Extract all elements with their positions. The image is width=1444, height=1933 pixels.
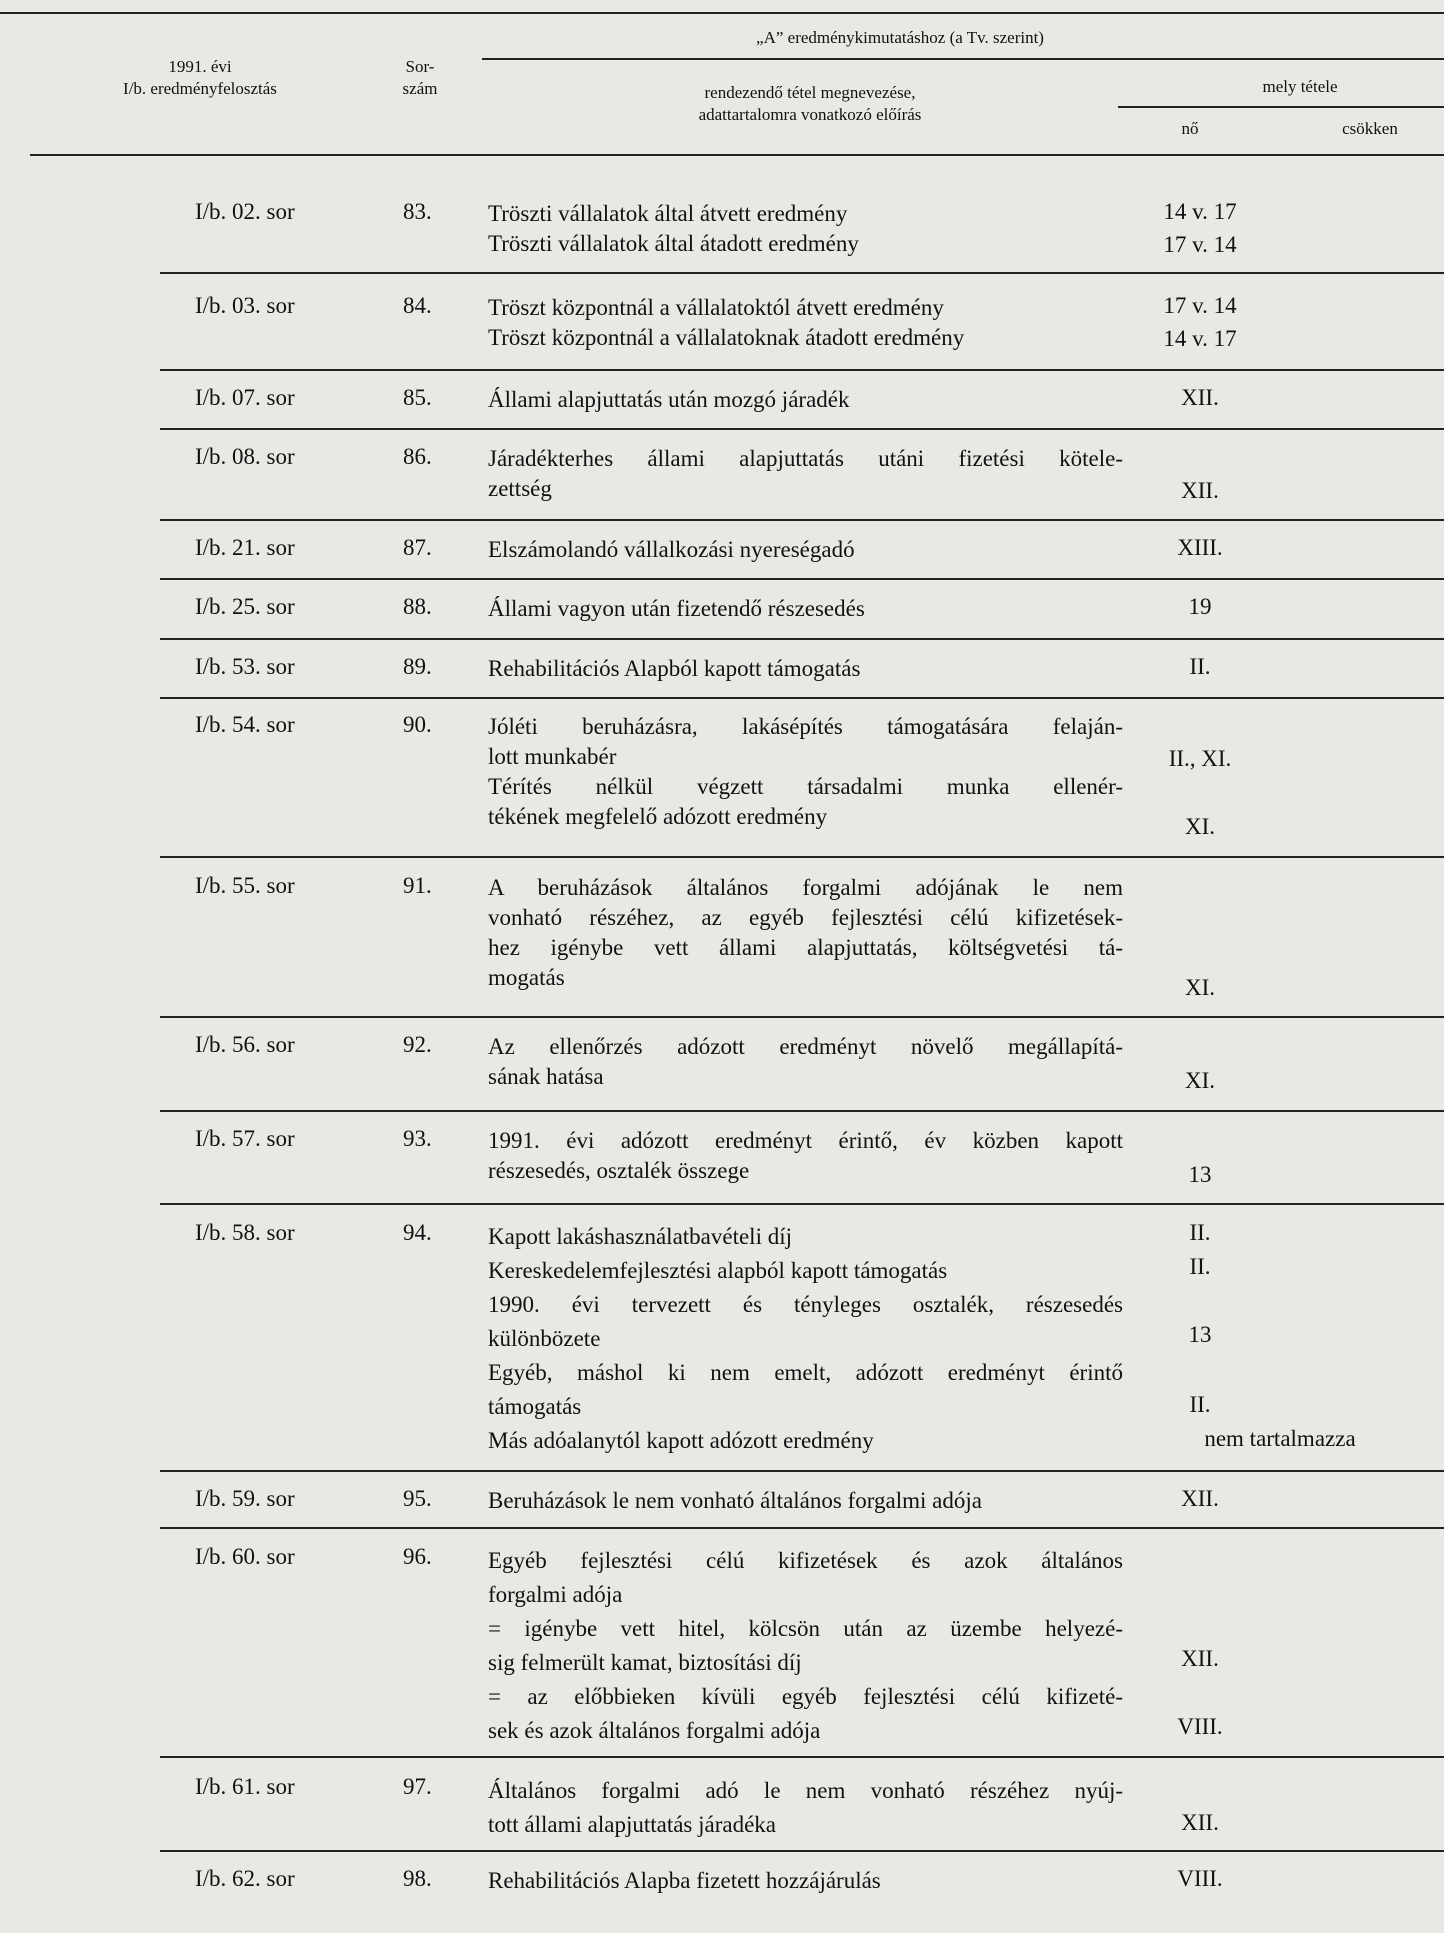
- row-94-line: Kapott lakáshasználatbavételi díj: [488, 1224, 792, 1249]
- row-98-text: [488, 1866, 1123, 1896]
- row-84-line: Tröszt központnál a vállalatoknak átadott eredmény: [488, 325, 965, 350]
- row-88-num: 88.: [403, 594, 432, 619]
- row-83-line: Tröszti vállalatok által átvett eredmény: [488, 201, 848, 226]
- row-89-value: II.: [1189, 654, 1211, 679]
- row-88-ref: I/b. 25. sor: [195, 594, 295, 619]
- row-86-line: Járadékterhes állami alapjuttatás utáni fizetési kötele-: [488, 446, 1123, 471]
- row-84-num: 84.: [403, 293, 432, 318]
- header-col1-line2: I/b. eredményfelosztás: [123, 79, 277, 98]
- top-rule: [0, 12, 1444, 14]
- header-col2-line1: Sor-: [405, 57, 435, 76]
- row-97-num: 97.: [403, 1774, 432, 1799]
- row-90-num: 90.: [403, 712, 432, 737]
- row-91-line: A beruházások általános forgalmi adójának le nem: [488, 875, 1123, 900]
- row-96-line: Egyéb fejlesztési célú kifizetések és azok általános: [488, 1548, 1123, 1573]
- row-89-line: Rehabilitációs Alapból kapott támogatás: [488, 656, 861, 681]
- row-90-value: II., XI.: [1168, 746, 1232, 771]
- row-96-value: XII.: [1181, 1646, 1219, 1671]
- row-98-value: VIII.: [1177, 1866, 1223, 1891]
- row-95-num: 95.: [403, 1486, 432, 1511]
- row-83-line: Tröszti vállalatok által átadott eredmény: [488, 231, 859, 256]
- row-91-value: XI.: [1184, 975, 1216, 1000]
- row-85-ref: I/b. 07. sor: [195, 385, 295, 410]
- row-93-text: [488, 1126, 1123, 1186]
- row-90-line: Térítés nélkül végzett társadalmi munka ellenér-: [488, 774, 1123, 799]
- row-90-line: Jóléti beruházásra, lakásépítés támogatására felaján-: [488, 714, 1123, 739]
- row-96-line: sek és azok általános forgalmi adója: [488, 1718, 821, 1743]
- row-88-value: 19: [1188, 594, 1212, 619]
- header-col1: [70, 56, 330, 100]
- row-84-line: Tröszt központnál a vállalatoktól átvett eredmény: [488, 295, 944, 320]
- row-89-num: 89.: [403, 654, 432, 679]
- row-94-value: 13: [1188, 1322, 1212, 1347]
- row-divider: [160, 428, 1444, 430]
- row-83-value: 17 v. 14: [1163, 232, 1237, 257]
- row-divider: [160, 856, 1444, 858]
- row-94-line: Egyéb, máshol ki nem emelt, adózott eredményt érintő: [488, 1360, 1123, 1385]
- row-95-value: XII.: [1181, 1486, 1219, 1511]
- row-93-line: részesedés, osztalék összege: [488, 1158, 750, 1183]
- row-86-line: zettség: [488, 476, 552, 501]
- row-83-ref: I/b. 02. sor: [195, 199, 295, 224]
- row-90-value: XI.: [1184, 814, 1216, 839]
- row-97-line: tott állami alapjuttatás járadéka: [488, 1812, 777, 1837]
- row-92-ref: I/b. 56. sor: [195, 1032, 295, 1057]
- header-col4-sub2: csökken: [1342, 119, 1398, 138]
- row-94-line: Kereskedelemfejlesztési alapból kapott támogatás: [488, 1258, 948, 1283]
- row-86-text: [488, 444, 1123, 504]
- row-93-num: 93.: [403, 1126, 432, 1151]
- row-87-ref: I/b. 21. sor: [195, 535, 295, 560]
- header-bottom-rule: [30, 154, 1444, 156]
- row-92-num: 92.: [403, 1032, 432, 1057]
- row-94-num: 94.: [403, 1220, 432, 1245]
- row-91-ref: I/b. 55. sor: [195, 873, 295, 898]
- row-divider: [160, 1016, 1444, 1018]
- header-col3: [560, 82, 1060, 126]
- row-divider: [160, 1203, 1444, 1205]
- row-87-line: Elszámolandó vállalkozási nyereségadó: [488, 537, 855, 562]
- row-88-text: [488, 594, 1123, 624]
- row-85-line: Állami alapjuttatás után mozgó járadék: [488, 387, 850, 412]
- row-84-value: 14 v. 17: [1163, 326, 1237, 351]
- row-84-value: 17 v. 14: [1163, 293, 1237, 318]
- header-col4-title: mely tétele: [1262, 77, 1338, 96]
- header-group-title: „A” eredménykimutatáshoz (a Tv. szerint): [756, 28, 1044, 47]
- row-divider: [160, 638, 1444, 640]
- row-92-line: Az ellenőrzés adózott eredményt növelő megállapítá-: [488, 1034, 1123, 1059]
- row-94-line: Más adóalanytól kapott adózott eredmény: [488, 1428, 874, 1453]
- row-90-line: lott munkabér: [488, 744, 617, 769]
- row-96-line: = az előbbieken kívüli egyéb fejlesztési célú kifizeté-: [488, 1684, 1123, 1709]
- row-96-line: = igénybe vett hitel, kölcsön után az üzembe helyezé-: [488, 1616, 1123, 1641]
- header-col2: [370, 56, 470, 100]
- row-92-text: [488, 1032, 1123, 1092]
- row-divider: [160, 1527, 1444, 1529]
- row-92-line: sának hatása: [488, 1064, 604, 1089]
- row-93-ref: I/b. 57. sor: [195, 1126, 295, 1151]
- row-91-line: vonható részéhez, az egyéb fejlesztési célú kifizetések-: [488, 905, 1123, 930]
- row-93-line: 1991. évi adózott eredményt érintő, év közben kapott: [488, 1128, 1123, 1153]
- row-89-text: [488, 654, 1123, 684]
- row-96-line: forgalmi adója: [488, 1582, 623, 1607]
- row-90-text: [488, 712, 1123, 832]
- row-98-line: Rehabilitációs Alapba fizetett hozzájárulás: [488, 1868, 881, 1893]
- row-89-ref: I/b. 53. sor: [195, 654, 295, 679]
- row-93-value: 13: [1188, 1162, 1212, 1187]
- row-86-num: 86.: [403, 444, 432, 469]
- row-95-text: [488, 1486, 1123, 1516]
- row-96-value: VIII.: [1177, 1714, 1223, 1739]
- row-95-ref: I/b. 59. sor: [195, 1486, 295, 1511]
- row-94-value: II.: [1189, 1220, 1211, 1245]
- header-col2-line2: szám: [402, 79, 438, 98]
- row-97-line: Általános forgalmi adó le nem vonható részéhez nyúj-: [488, 1778, 1123, 1803]
- row-90-ref: I/b. 54. sor: [195, 712, 295, 737]
- row-87-value: XIII.: [1177, 535, 1223, 560]
- row-96-num: 96.: [403, 1544, 432, 1569]
- row-divider: [160, 369, 1444, 371]
- row-91-line: hez igénybe vett állami alapjuttatás, költségvetési tá-: [488, 935, 1123, 960]
- row-87-num: 87.: [403, 535, 432, 560]
- row-divider: [160, 1756, 1444, 1758]
- header-col1-line1: 1991. évi: [168, 57, 232, 76]
- subhead-rule: [1118, 106, 1444, 108]
- row-85-num: 85.: [403, 385, 432, 410]
- row-divider: [160, 1110, 1444, 1112]
- row-divider: [160, 578, 1444, 580]
- row-94-line: különbözete: [488, 1326, 601, 1351]
- row-91-text: [488, 873, 1123, 993]
- row-91-num: 91.: [403, 873, 432, 898]
- row-94-line: 1990. évi tervezett és tényleges osztalék, részesedés: [488, 1292, 1123, 1317]
- row-96-line: sig felmerült kamat, biztosítási díj: [488, 1650, 802, 1675]
- row-94-value: nem tartalmazza: [1204, 1426, 1356, 1451]
- row-85-value: XII.: [1181, 385, 1219, 410]
- row-96-ref: I/b. 60. sor: [195, 1544, 295, 1569]
- row-97-value: XII.: [1181, 1810, 1219, 1835]
- row-84-ref: I/b. 03. sor: [195, 293, 295, 318]
- row-94-line: támogatás: [488, 1394, 582, 1419]
- row-86-value: XII.: [1181, 478, 1219, 503]
- row-83-value: 14 v. 17: [1163, 199, 1237, 224]
- row-96-text: [488, 1544, 1123, 1748]
- row-97-text: [488, 1774, 1123, 1842]
- row-88-line: Állami vagyon után fizetendő részesedés: [488, 596, 865, 621]
- row-94-value: II.: [1189, 1254, 1211, 1279]
- row-85-text: [488, 385, 1123, 415]
- row-94-text: [488, 1220, 1123, 1458]
- row-84-text: [488, 293, 1123, 353]
- row-98-ref: I/b. 62. sor: [195, 1866, 295, 1891]
- row-83-text: [488, 199, 1123, 259]
- row-87-text: [488, 535, 1123, 565]
- row-divider: [160, 1850, 1444, 1852]
- group-rule: [482, 58, 1444, 60]
- header-col3-line2: adattartalomra vonatkozó előírás: [698, 105, 922, 124]
- row-90-line: tékének megfelelő adózott eredmény: [488, 804, 828, 829]
- row-83-num: 83.: [403, 199, 432, 224]
- row-94-ref: I/b. 58. sor: [195, 1220, 295, 1245]
- row-92-value: XI.: [1184, 1068, 1216, 1093]
- row-98-num: 98.: [403, 1866, 432, 1891]
- row-97-ref: I/b. 61. sor: [195, 1774, 295, 1799]
- row-86-ref: I/b. 08. sor: [195, 444, 295, 469]
- header-col4-sub1: nő: [1181, 119, 1199, 138]
- row-divider: [160, 272, 1444, 274]
- header-col3-line1: rendezendő tétel megnevezése,: [704, 83, 916, 102]
- row-91-line: mogatás: [488, 965, 565, 990]
- row-divider: [160, 697, 1444, 699]
- row-94-value: II.: [1189, 1392, 1211, 1417]
- row-95-line: Beruházások le nem vonható általános forgalmi adója: [488, 1488, 982, 1513]
- row-divider: [160, 519, 1444, 521]
- row-divider: [160, 1470, 1444, 1472]
